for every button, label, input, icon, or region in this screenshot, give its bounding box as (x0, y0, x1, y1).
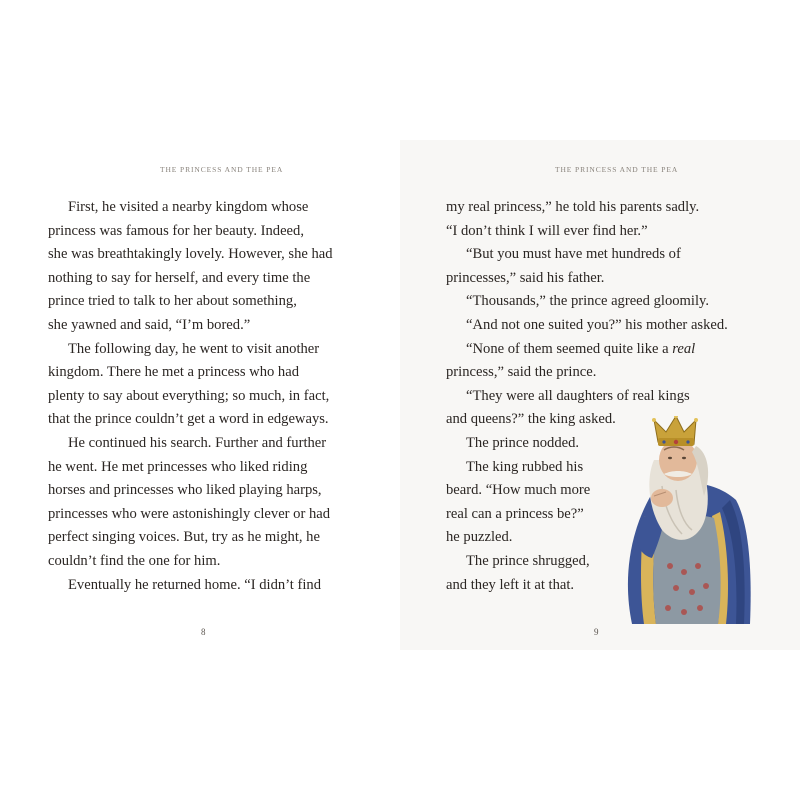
text-line: he puzzled. (446, 529, 513, 546)
text-line: “Thousands,” the prince agreed gloomily. (466, 293, 710, 310)
page-number: 8 (201, 627, 206, 637)
text-line: plenty to say about everything; so much, in fact, (48, 387, 330, 404)
text-line: he went. He met princesses who liked riding (48, 458, 308, 475)
text-line: prince tried to talk to her about something, (48, 293, 297, 310)
text-line: The prince nodded. (466, 434, 580, 451)
text-line: she yawned and said, “I’m bored.” (48, 316, 251, 333)
left-page (0, 140, 400, 650)
text-line: nothing to say for herself, and every time the (48, 269, 311, 286)
text-line: perfect singing voices. But, try as he might, he (48, 529, 320, 546)
text-line: princesses who were astonishingly clever or had (48, 505, 331, 522)
text-line: that the prince couldn’t get a word in edgeways. (48, 411, 329, 428)
king-illustration (618, 416, 754, 624)
text-line: First, he visited a nearby kingdom whose (68, 199, 309, 215)
page-number: 9 (594, 627, 599, 637)
text-line: princess,” said the prince. (446, 364, 597, 381)
text-line: and they left it at that. (446, 576, 575, 593)
text-line: my real princess,” he told his parents sadly. (446, 199, 700, 215)
text-line: “They were all daughters of real kings (466, 387, 690, 404)
text-line: princess was famous for her beauty. Indeed, (48, 222, 304, 239)
king-crown (652, 416, 698, 446)
text-line: she was breathtakingly lovely. However, she had (48, 246, 333, 263)
text-line: kingdom. There he met a princess who had (48, 364, 300, 381)
text-line: The king rubbed his (466, 458, 584, 475)
text-line: “I don’t think I will ever find her.” (446, 222, 648, 239)
text-line: He continued his search. Further and further (68, 434, 327, 451)
text-line: real can a princess be?” (446, 505, 584, 522)
right-page (400, 140, 800, 650)
text-line: “But you must have met hundreds of (466, 246, 681, 263)
text-line: “None of them seemed quite like a real (466, 340, 696, 357)
running-head: THE PRINCESS AND THE PEA (555, 165, 679, 174)
text-line: beard. “How much more (446, 482, 591, 499)
text-line: The prince shrugged, (466, 552, 590, 569)
text-line: horses and princesses who liked playing harps, (48, 482, 322, 499)
running-head: THE PRINCESS AND THE PEA (160, 165, 284, 174)
text-line: and queens?” the king asked. (446, 411, 616, 428)
text-line: Eventually he returned home. “I didn’t find (68, 576, 322, 593)
text-line: couldn’t find the one for him. (48, 552, 221, 569)
body-text (48, 196, 333, 597)
text-line: “And not one suited you?” his mother asked. (466, 316, 728, 333)
text-line: The following day, he went to visit another (68, 340, 320, 357)
text-line: princesses,” said his father. (446, 269, 605, 286)
